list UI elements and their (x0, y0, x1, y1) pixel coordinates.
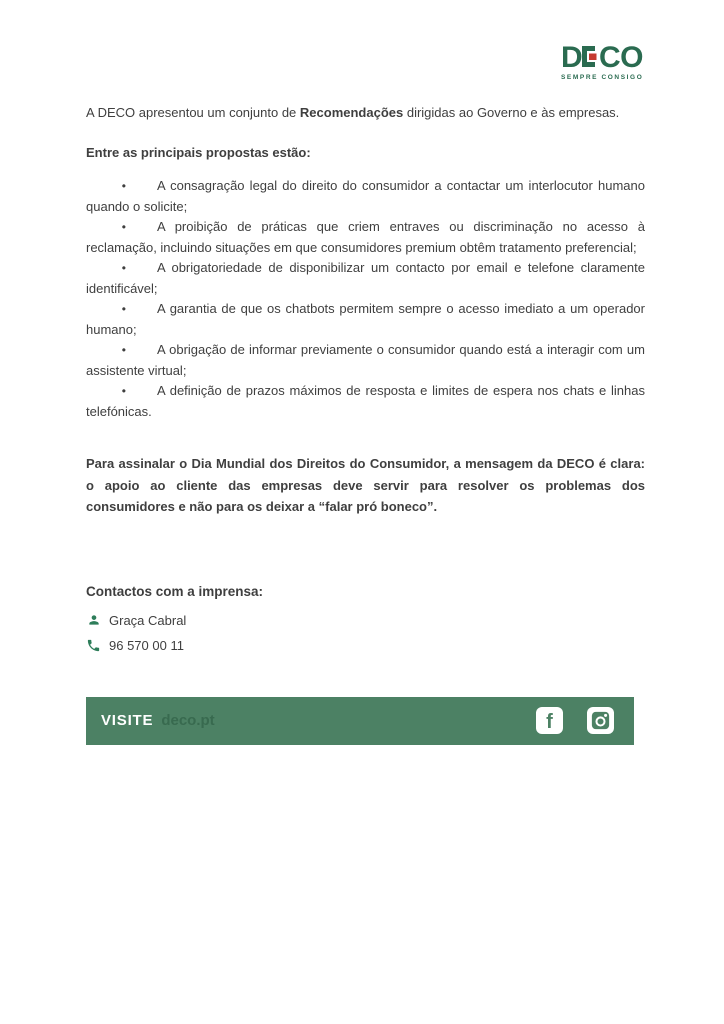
instagram-icon (589, 709, 612, 732)
bullet-item (86, 381, 645, 422)
contact-phone-row (86, 638, 645, 653)
bullet-text: A obrigação de informar previamente o consumidor quando está a interagir com um assistente virtual; (86, 342, 645, 378)
bullet-icon: • (121, 261, 126, 275)
bullet-icon: • (121, 302, 126, 316)
facebook-button[interactable] (536, 707, 563, 734)
contact-phone-number: 96 570 00 11 (109, 637, 184, 653)
proposals-heading: Entre as principais propostas estão: (86, 144, 311, 160)
bullet-icon: • (121, 220, 126, 234)
logo-letter-e (582, 46, 597, 67)
logo-tagline: SEMPRE CONSIGO (561, 74, 644, 81)
intro-prefix: A DECO apresentou um conjunto de (86, 105, 300, 120)
facebook-icon: f (546, 710, 553, 733)
press-contacts (86, 584, 645, 653)
intro-suffix: dirigidas ao Governo e às empresas. (403, 105, 620, 120)
proposals-list (86, 176, 645, 422)
bullet-item (86, 217, 645, 258)
contacts-heading: Contactos com a imprensa: (86, 583, 264, 599)
bullet-item (86, 340, 645, 381)
contact-person-name: Graça Cabral (109, 612, 187, 628)
bullet-text: A consagração legal do direito do consumidor a contactar um interlocutor humano quando o solicite; (86, 178, 645, 214)
logo-letter-d: D (561, 42, 583, 72)
bullet-text: A definição de prazos máximos de resposta e limites de espera nos chats e linhas telefónicas. (86, 383, 645, 419)
intro-bold-word: Recomendações (299, 105, 404, 120)
bullet-text: A proibição de práticas que criem entraves ou discriminação no acesso à reclamação, incluindo situações em que consumidores premium obtêm tratamento preferencial; (86, 219, 645, 255)
intro-paragraph (86, 103, 645, 124)
visite-label: VISITE (101, 712, 154, 729)
contact-person-row (86, 613, 645, 628)
bullet-text: A obrigatoriedade de disponibilizar um contacto por email e telefone claramente identificável; (86, 260, 645, 296)
visite-banner (86, 697, 634, 745)
bullet-item (86, 258, 645, 299)
deco-logo (561, 42, 645, 81)
bullet-icon: • (121, 343, 126, 357)
bullet-item (86, 299, 645, 340)
social-icons (536, 707, 614, 734)
bullet-item (86, 176, 645, 217)
logo-red-square (589, 54, 597, 61)
instagram-button[interactable] (587, 707, 614, 734)
bullet-text: A garantia de que os chatbots permitem sempre o acesso imediato a um operador humano; (86, 301, 645, 337)
closing-paragraph: Para assinalar o Dia Mundial dos Direitos do Consumidor, a mensagem da DECO é clara: o apoio ao cliente das empresas deve servir para resolver os problemas dos consumidores e não para os deixar a “falar pró boneco”. (86, 456, 645, 514)
bullet-icon: • (121, 179, 126, 193)
deco-logo-icon (561, 42, 645, 72)
bullet-icon: • (121, 384, 126, 398)
deco-site-link[interactable]: deco.pt (161, 712, 215, 729)
logo-letters-co: CO (599, 42, 643, 72)
person-icon (86, 613, 101, 628)
phone-icon (86, 638, 101, 653)
